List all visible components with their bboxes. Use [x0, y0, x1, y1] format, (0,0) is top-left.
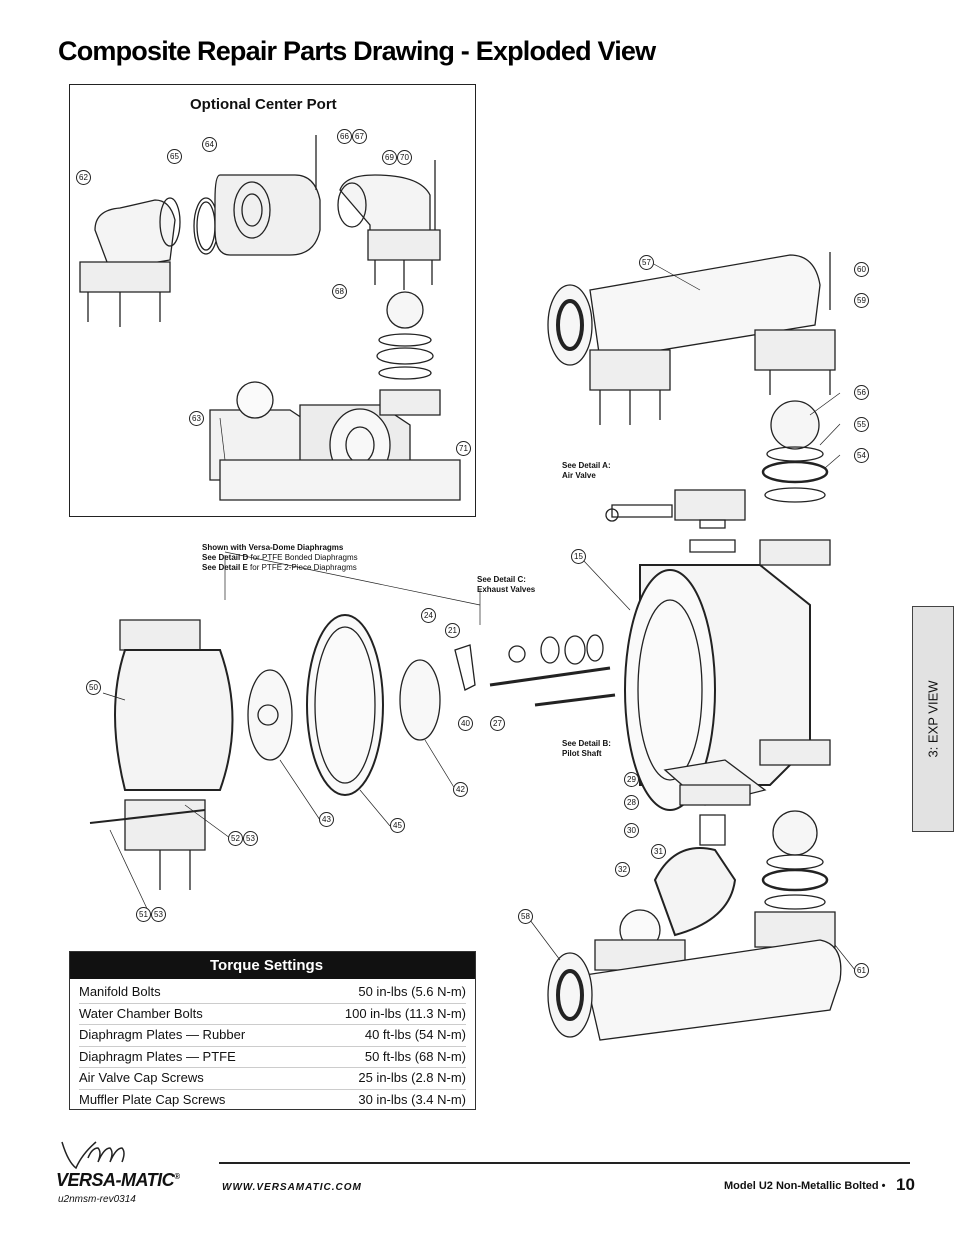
callout-42: 42 [453, 782, 468, 797]
versa-matic-logo-mark [58, 1138, 148, 1174]
callout-24: 24 [421, 608, 436, 623]
callout-50: 50 [86, 680, 101, 695]
torque-settings-table [69, 951, 476, 1110]
air-valve [606, 490, 745, 552]
note-versa-dome: Shown with Versa-Dome Diaphragms See Detail D for PTFE Bonded Diaphragms See Detail E for PTFE 2-Piece Diaphragms [202, 543, 358, 572]
callout-65: 65 [167, 149, 182, 164]
callout-15: 15 [571, 549, 586, 564]
note-detail-c: See Detail C: Exhaust Valves [477, 575, 536, 594]
callout-53: 53 [243, 831, 258, 846]
optional-center-port-box [69, 84, 476, 517]
callout-68: 68 [332, 284, 347, 299]
discharge-manifold [548, 252, 835, 425]
inlet-manifold [548, 910, 841, 1040]
diaphragm [307, 615, 383, 795]
callout-31: 31 [651, 844, 666, 859]
callout-63: 63 [189, 411, 204, 426]
callout-28: 28 [624, 795, 639, 810]
callout-62: 62 [76, 170, 91, 185]
callout-29: 29 [624, 772, 639, 787]
outer-plate [400, 660, 440, 740]
callout-71: 71 [456, 441, 471, 456]
callout-69: 69 [382, 150, 397, 165]
brand-logo: VERSA-MATIC® [56, 1170, 180, 1190]
page-title: Composite Repair Parts Drawing - Exploded View [58, 36, 656, 66]
callout-61: 61 [854, 963, 869, 978]
callout-45: 45 [390, 818, 405, 833]
callout-56: 56 [854, 385, 869, 400]
inset-title: Optional Center Port [190, 96, 337, 113]
table-row: Diaphragm Plates — Rubber 40 ft-lbs (54 N-m) [79, 1025, 466, 1047]
callout-51: 51 [136, 907, 151, 922]
table-row: Water Chamber Bolts 100 in-lbs (11.3 N-m) [79, 1004, 466, 1026]
callout-54: 54 [854, 448, 869, 463]
table-row: Diaphragm Plates — PTFE 50 ft-lbs (68 N-m) [79, 1047, 466, 1069]
callout-43: 43 [319, 812, 334, 827]
model-label: Model U2 Non-Metallic Bolted • [724, 1180, 886, 1192]
callout-67: 67 [352, 129, 367, 144]
diaphragm-plate [248, 670, 292, 760]
note-detail-a: See Detail A: Air Valve [562, 461, 611, 480]
callout-64: 64 [202, 137, 217, 152]
callout-60: 60 [854, 262, 869, 277]
torque-heading: Torque Settings [70, 952, 475, 979]
callout-59: 59 [854, 293, 869, 308]
callout-57: 57 [639, 255, 654, 270]
table-row: Muffler Plate Cap Screws 30 in-lbs (3.4 N-m) [79, 1091, 466, 1107]
website-link[interactable]: WWW.VERSAMATIC.COM [222, 1182, 362, 1193]
callout-55: 55 [854, 417, 869, 432]
callout-21: 21 [445, 623, 460, 638]
revision-code: u2nmsm-rev0314 [58, 1194, 136, 1205]
callout-40: 40 [458, 716, 473, 731]
callout-53b: 53 [151, 907, 166, 922]
section-tab[interactable] [912, 606, 954, 832]
callout-27: 27 [490, 716, 505, 731]
callout-70: 70 [397, 150, 412, 165]
table-row: Manifold Bolts 50 in-lbs (5.6 N-m) [79, 982, 466, 1004]
exhaust-pilot [455, 635, 615, 705]
callout-30: 30 [624, 823, 639, 838]
page-number: 10 [896, 1175, 915, 1194]
section-tab-label: 3: EXP VIEW [925, 680, 941, 758]
callout-32: 32 [615, 862, 630, 877]
footer-divider [219, 1162, 910, 1164]
callout-58: 58 [518, 909, 533, 924]
callout-66: 66 [337, 129, 352, 144]
callout-52: 52 [228, 831, 243, 846]
left-water-chamber [90, 620, 233, 890]
table-row: Air Valve Cap Screws 25 in-lbs (2.8 N-m) [79, 1068, 466, 1090]
note-detail-b: See Detail B: Pilot Shaft [562, 739, 611, 758]
